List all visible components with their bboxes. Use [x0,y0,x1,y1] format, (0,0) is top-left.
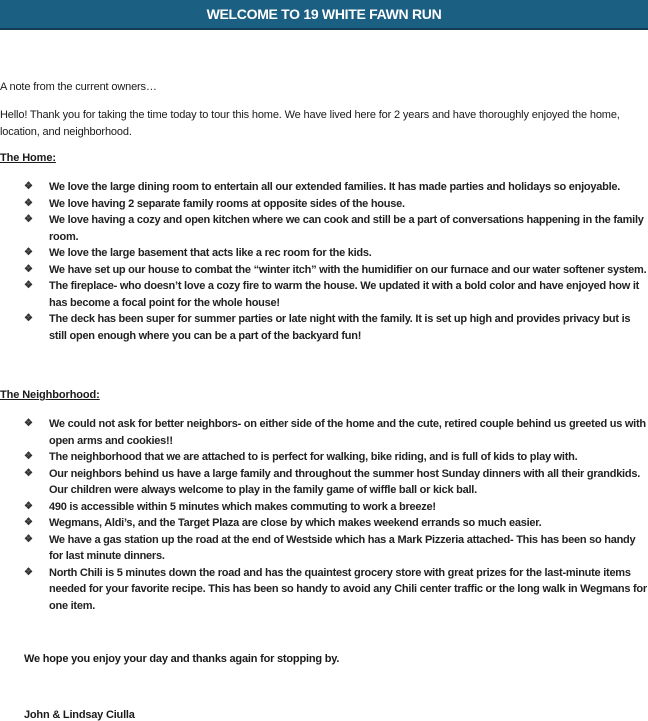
list-item-text: We could not ask for better neighbors- on either side of the home and the cute, retired couple behind us greeted us with open arms and cookies!! [49,418,646,447]
list-item-text: Wegmans, Aldi’s, and the Target Plaza are close by which makes weekend errands so much easier. [49,517,542,529]
list-item-text: We love having 2 separate family rooms at opposite sides of the house. [49,197,405,210]
home-list [0,179,648,344]
list-item-text: We have set up our house to combat the “winter itch” with the humidifier on our furnace and our water softener system. [49,263,647,276]
four-diamond-bullet-icon: ❖ [24,533,33,545]
list-item [0,416,648,449]
four-diamond-bullet-icon: ❖ [24,214,33,225]
four-diamond-bullet-icon: ❖ [24,451,33,462]
four-diamond-bullet-icon: ❖ [24,467,33,479]
neighborhood-list [0,416,648,614]
list-item-text: The neighborhood that we are attached to is perfect for walking, bike riding, and is full of kids to play with. [49,451,578,463]
list-item-text: We love having a cozy and open kitchen where we can cook and still be a part of conversations happening in the family room. [49,214,644,243]
four-diamond-bullet-icon: ❖ [24,313,33,324]
list-item [0,499,648,516]
four-diamond-bullet-icon: ❖ [24,566,33,578]
list-item [0,466,648,499]
intro-note: A note from the current owners… [0,81,157,93]
home-heading: The Home: [0,152,56,164]
closing-message: We hope you enjoy your day and thanks again for stopping by. [24,653,340,665]
list-item-text: The deck has been super for summer parties or late night with the family. It is set up high and provides privacy but is still open enough where you can be a part of the backyard fun! [49,313,631,342]
list-item-text: The fireplace- who doesn’t love a cozy fire to warm the house. We updated it with a bold color and have enjoyed how it has become a focal point for the whole house! [49,280,640,309]
list-item [0,532,648,565]
list-item [0,565,648,615]
list-item [0,212,648,245]
list-item [0,245,648,262]
list-item [0,196,648,213]
banner-title: WELCOME TO 19 WHITE FAWN RUN [206,6,442,22]
four-diamond-bullet-icon: ❖ [24,500,33,512]
list-item-text: Our neighbors behind us have a large family and throughout the summer host Sunday dinners with all their grandkids. Our children were always welcome to play in the family game of wiffle ball or kick ball. [49,467,641,496]
list-item [0,449,648,466]
four-diamond-bullet-icon: ❖ [24,517,33,528]
neighborhood-heading: The Neighborhood: [0,389,100,401]
four-diamond-bullet-icon: ❖ [24,247,33,258]
list-item [0,262,648,279]
four-diamond-bullet-icon: ❖ [24,263,33,275]
list-item [0,515,648,532]
intro-greeting: Hello! Thank you for taking the time today to tour this home. We have lived here for 2 years and have thoroughly enjoyed the home, location, and neighborhood. [0,109,620,138]
list-item [0,311,648,344]
list-item-text: North Chili is 5 minutes down the road and has the quaintest grocery store with great prizes for the last-minute items needed for your favorite recipe. This has been so handy to avoid any Chili center traffic or the long walk in Wegmans for one item. [49,566,647,612]
welcome-banner [0,0,648,30]
list-item-text: 490 is accessible within 5 minutes which makes commuting to work a breeze! [49,500,436,513]
signature: John & Lindsay Ciulla [24,709,135,721]
four-diamond-bullet-icon: ❖ [24,181,33,192]
four-diamond-bullet-icon: ❖ [24,418,33,429]
four-diamond-bullet-icon: ❖ [24,197,33,209]
list-item-text: We love the large dining room to entertain all our extended families. It has made parties and holidays so enjoyable. [49,181,621,193]
list-item-text: We love the large basement that acts like a rec room for the kids. [49,247,372,259]
four-diamond-bullet-icon: ❖ [24,280,33,291]
list-item [0,278,648,311]
list-item [0,179,648,196]
list-item-text: We have a gas station up the road at the end of Westside which has a Mark Pizzeria attached- This has been so handy for last minute dinners. [49,533,636,562]
